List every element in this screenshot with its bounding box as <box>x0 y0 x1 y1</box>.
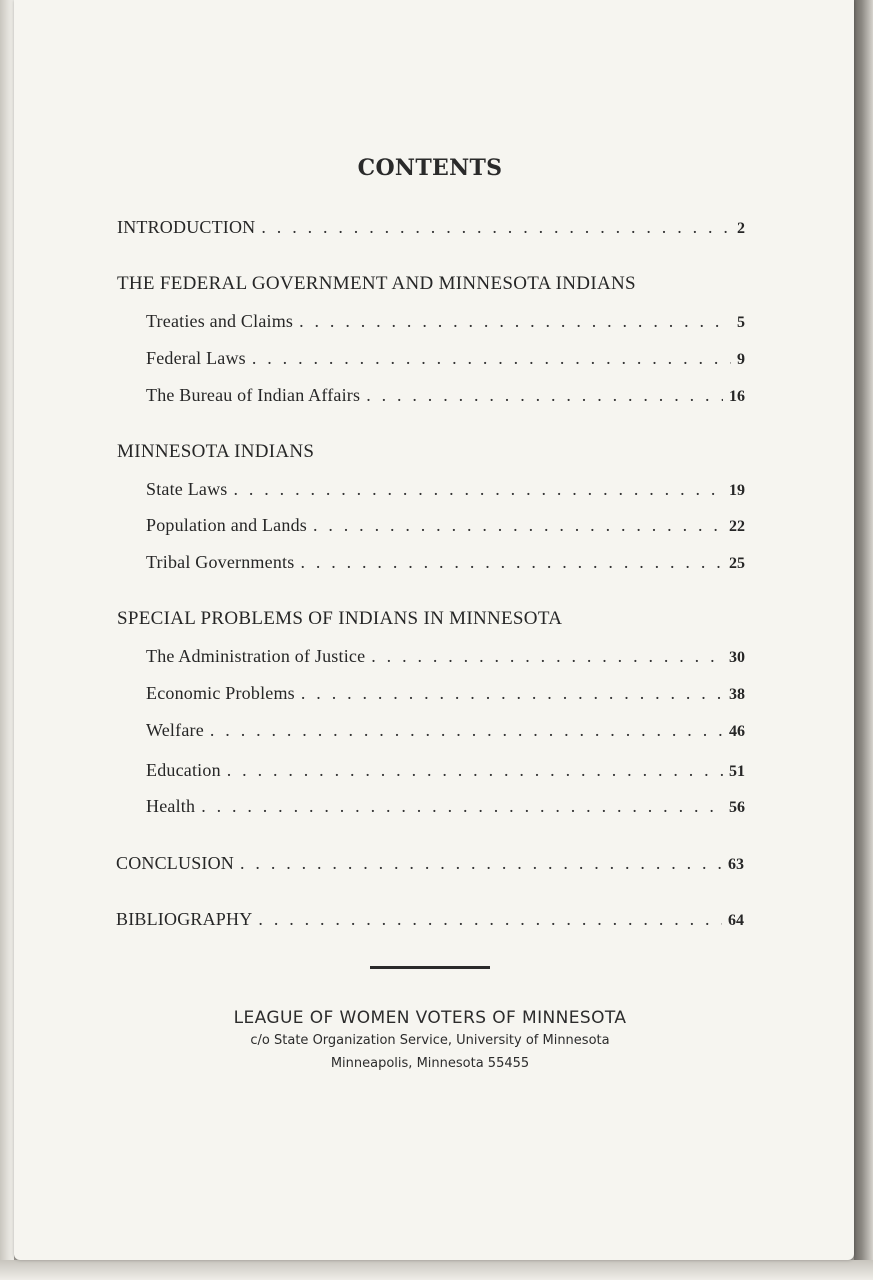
toc-page-number: 22 <box>729 518 745 535</box>
publisher-name: LEAGUE OF WOMEN VOTERS OF MINNESOTA <box>233 1008 627 1028</box>
toc-page-number: 5 <box>737 314 745 331</box>
toc-entry <box>146 348 745 372</box>
publisher-address-line2: Minneapolis, Minnesota 55455 <box>330 1056 530 1071</box>
toc-entry <box>146 683 745 707</box>
leader-dots <box>240 853 722 874</box>
leader-dots <box>258 909 722 930</box>
publisher-address-line1: c/o State Organization Service, University of Minnesota <box>250 1033 610 1048</box>
toc-page-number: 51 <box>729 763 745 780</box>
toc-page-number: 9 <box>737 351 745 368</box>
toc-entry <box>146 646 745 670</box>
leader-dots <box>371 646 723 667</box>
toc-entry <box>146 311 745 335</box>
toc-page-number: 38 <box>729 686 745 703</box>
toc-entry <box>146 479 745 503</box>
toc-entry-bibliography <box>116 909 744 933</box>
page-right-shadow <box>854 0 873 1280</box>
toc-page-number: 46 <box>729 723 745 740</box>
toc-entry-conclusion <box>116 853 744 877</box>
toc-entry-introduction <box>117 217 745 241</box>
toc-label: Education <box>146 760 221 780</box>
toc-entry <box>146 760 745 784</box>
leader-dots <box>313 515 723 536</box>
toc-entry <box>146 385 745 409</box>
toc-page-number: 19 <box>729 482 745 499</box>
toc-section-heading-minnesota: MINNESOTA INDIANS <box>117 441 315 462</box>
leader-dots <box>301 683 723 704</box>
horizontal-divider <box>370 966 490 969</box>
leader-dots <box>366 385 723 406</box>
toc-page-number: 64 <box>728 912 744 929</box>
toc-page-number: 25 <box>729 555 745 572</box>
leader-dots <box>210 720 723 741</box>
document-page <box>14 0 854 1260</box>
page-bottom-edge <box>0 1260 873 1280</box>
toc-label: Federal Laws <box>146 348 246 368</box>
toc-label: Welfare <box>146 720 204 740</box>
toc-page-number: 63 <box>728 856 744 873</box>
toc-page-number: 2 <box>737 220 745 237</box>
toc-label: Tribal Governments <box>146 552 295 572</box>
toc-label: State Laws <box>146 479 228 499</box>
toc-page-number: 30 <box>729 649 745 666</box>
page-left-edge <box>0 0 14 1280</box>
toc-label: BIBLIOGRAPHY <box>116 909 253 929</box>
toc-entry <box>146 720 745 744</box>
toc-page-number: 16 <box>729 388 745 405</box>
toc-section-heading-federal: THE FEDERAL GOVERNMENT AND MINNESOTA INDIANS <box>117 273 636 294</box>
toc-entry <box>146 796 745 820</box>
toc-entry <box>146 515 745 539</box>
leader-dots <box>201 796 723 817</box>
leader-dots <box>252 348 731 369</box>
toc-page-number: 56 <box>729 799 745 816</box>
page-title: CONTENTS <box>357 155 503 181</box>
toc-entry <box>146 552 745 576</box>
leader-dots <box>233 479 723 500</box>
leader-dots <box>261 217 731 238</box>
toc-label: INTRODUCTION <box>117 217 256 237</box>
toc-label: Population and Lands <box>146 515 307 535</box>
toc-label: The Bureau of Indian Affairs <box>146 385 361 405</box>
toc-label: The Administration of Justice <box>146 646 366 666</box>
toc-section-heading-special: SPECIAL PROBLEMS OF INDIANS IN MINNESOTA <box>117 608 563 629</box>
toc-label: CONCLUSION <box>116 853 235 873</box>
leader-dots <box>299 311 731 332</box>
toc-label: Health <box>146 796 196 816</box>
leader-dots <box>227 760 723 781</box>
toc-label: Treaties and Claims <box>146 311 294 331</box>
leader-dots <box>300 552 723 573</box>
toc-label: Economic Problems <box>146 683 295 703</box>
